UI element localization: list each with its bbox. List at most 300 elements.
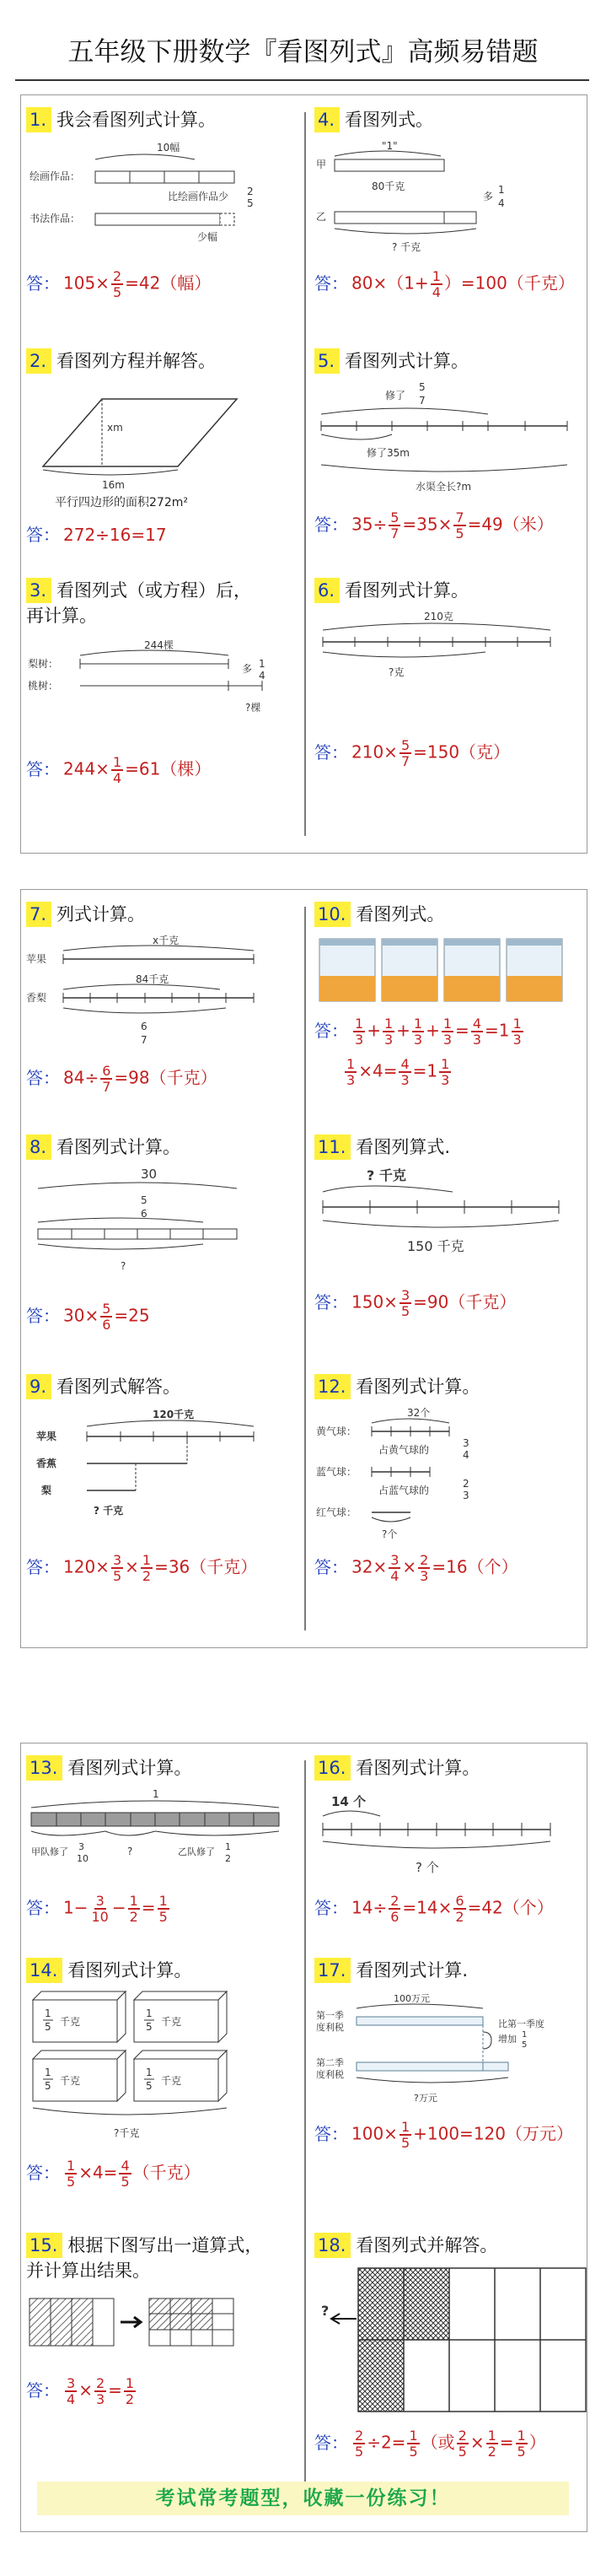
fraction [418, 1553, 430, 1583]
label: 4 [498, 197, 505, 209]
divider [304, 1760, 306, 2514]
answer-label: 答： [314, 1291, 348, 1312]
label: 16m [102, 479, 125, 491]
numerator: 2 [95, 2375, 105, 2391]
answer-text: 105× [63, 272, 110, 294]
question-text: 列式计算。 [56, 904, 146, 924]
label: 120千克 [153, 1409, 195, 1420]
numerator: 2 [458, 2428, 467, 2444]
denominator: 5 [400, 2135, 410, 2151]
answer-text: ）=100（千克） [443, 272, 575, 294]
fraction [431, 269, 442, 299]
numerator: 3 [67, 2375, 76, 2391]
label: 香蕉 [36, 1458, 57, 1469]
answer-label: 答： [26, 272, 60, 294]
fraction [119, 2158, 131, 2189]
question-text: 并计算出结果。 [26, 2261, 150, 2281]
denominator: 2 [142, 1568, 152, 1584]
numerator: 1 [487, 2428, 496, 2444]
numerator: 6 [102, 1063, 111, 1079]
answer-text: × [402, 1556, 417, 1577]
box-1 [33, 1991, 126, 2042]
question-text: 我会看图列式计算。 [56, 110, 217, 130]
label: 14 个 [331, 1794, 367, 1809]
diagram-11 [314, 1167, 582, 1276]
question-text: 看图列式（或方程）后， [56, 580, 252, 601]
diagram-12 [314, 1406, 582, 1541]
label: 5 [522, 2040, 528, 2050]
numerator: 1 [409, 2428, 418, 2444]
fraction [65, 2376, 77, 2406]
problem-13 [26, 1755, 294, 1925]
denominator: 5 [112, 284, 122, 300]
problem-number: 10. [314, 902, 351, 927]
problem-number: 11. [314, 1134, 351, 1160]
problem-number: 9. [26, 1374, 51, 1399]
diagram-14 [26, 1990, 294, 2150]
denominator: 3 [346, 1072, 356, 1088]
box-3 [33, 2051, 126, 2101]
problem-number: 17. [314, 1958, 351, 1983]
label: 3 [78, 1841, 84, 1852]
fraction [486, 2428, 498, 2459]
answer-text: 150× [351, 1291, 398, 1312]
answer-text: 120× [63, 1556, 110, 1577]
question-text: 看图列式并解答。 [356, 2235, 498, 2255]
label: 4 [463, 1449, 469, 1461]
label: 1 [45, 2007, 51, 2019]
fraction [345, 1057, 357, 1087]
numerator: 2 [420, 1552, 429, 1568]
label: 甲队修了 [31, 1846, 68, 1857]
numerator: 6 [455, 1893, 464, 1909]
label: ?棵 [245, 702, 261, 714]
diagram-17 [314, 1990, 582, 2108]
denominator: 3 [442, 1032, 453, 1048]
label: 100万元 [394, 1993, 430, 2004]
denominator: 3 [472, 1032, 481, 1048]
label: 增加 [498, 2034, 517, 2045]
fraction [353, 2428, 365, 2459]
problem-number: 14. [26, 1958, 62, 1983]
denominator: 4 [112, 770, 122, 786]
diagram-9 [26, 1406, 294, 1524]
answer-1 [26, 269, 211, 299]
fraction [453, 510, 465, 541]
numerator: 1 [112, 754, 122, 770]
denominator: 4 [432, 284, 441, 300]
label: 1 [153, 1788, 159, 1800]
label: 香梨 [26, 992, 47, 1004]
label: 6 [141, 1208, 147, 1220]
label: 7 [419, 395, 426, 407]
caption: 平行四边形的面积272m² [55, 496, 188, 509]
numerator: 7 [455, 509, 464, 525]
problem-12 [314, 1374, 582, 1584]
label: 2 [225, 1853, 231, 1864]
label: 1 [522, 2030, 528, 2040]
fraction [383, 1016, 394, 1047]
denominator: 5 [458, 2444, 467, 2460]
numerator: 2 [355, 2428, 364, 2444]
numerator: 3 [112, 1552, 122, 1568]
numerator: 1 [432, 268, 441, 284]
denominator: 3 [441, 1072, 450, 1088]
beaker-2 [382, 939, 437, 1001]
fraction [111, 755, 123, 785]
answer-label: 答： [314, 1897, 348, 1918]
label: 桃树： [28, 680, 59, 692]
question-text: 看图列式计算。 [345, 580, 469, 601]
fraction [94, 2376, 106, 2406]
answer-label: 答： [26, 525, 60, 545]
label: 1 [45, 2067, 51, 2078]
answer-text: 244× [63, 758, 110, 779]
problem-4 [314, 107, 582, 300]
divider [304, 907, 306, 1630]
diagram-15 [26, 2295, 294, 2354]
diagram-18 [314, 2265, 582, 2417]
fraction [389, 510, 400, 541]
label: 1 [146, 2007, 153, 2019]
label: ? [321, 2303, 330, 2319]
denominator: 5 [400, 1303, 410, 1319]
numerator: 1 [346, 1056, 356, 1072]
label: 少幅 [197, 231, 218, 243]
answer-text: =150（克） [413, 741, 511, 763]
numerator: 1 [125, 2375, 135, 2391]
diagram-16 [314, 1787, 582, 1889]
box-2 [134, 1991, 227, 2042]
numerator: 1 [142, 1552, 152, 1568]
diagram-3 [26, 639, 294, 723]
denominator: 7 [400, 753, 410, 769]
label: ?个 [382, 1528, 398, 1540]
fraction [407, 2428, 419, 2459]
answer-13 [26, 1894, 171, 1924]
answer-label: 答： [314, 1556, 348, 1577]
answer-17 [314, 2120, 573, 2150]
label: 多 [483, 191, 494, 202]
denominator: 3 [512, 1032, 522, 1048]
fraction [353, 1016, 365, 1047]
footer-banner: 考试常考题型，收藏一份练习！ [37, 2482, 569, 2515]
denominator: 3 [413, 1032, 423, 1048]
diagram-10 [314, 934, 582, 1010]
label: 5 [247, 197, 254, 209]
answer-text: 210× [351, 741, 398, 763]
label: 2 [247, 186, 254, 197]
numerator: 1 [512, 1016, 522, 1032]
answer-text: 32× [351, 1556, 388, 1577]
numerator: 1 [400, 2119, 410, 2135]
label: 1 [259, 658, 265, 670]
label: 5 [146, 2080, 153, 2092]
answer-text: =16（个） [432, 1556, 518, 1577]
question-text: 看图列式计算。 [67, 1758, 192, 1778]
answer-label: 答： [26, 1897, 60, 1918]
fraction [141, 1553, 153, 1583]
denominator: 4 [390, 1568, 400, 1584]
numerator: 1 [383, 1016, 394, 1032]
label: 第一季 [316, 2010, 344, 2021]
problem-10 [314, 902, 582, 1088]
label: 黄气球： [316, 1425, 357, 1437]
answer-text: =61（棵） [125, 758, 212, 779]
label: 5 [45, 2021, 51, 2033]
label: 10幅 [157, 142, 180, 154]
problem-6 [314, 578, 582, 769]
answer-label: 答： [26, 2162, 60, 2183]
denominator: 2 [455, 1909, 464, 1925]
fraction [65, 2158, 77, 2189]
fraction [457, 2428, 469, 2459]
answer-5 [314, 510, 554, 541]
answer-2 [26, 524, 167, 546]
whole-number: 1 [426, 1060, 438, 1081]
fraction [389, 1553, 400, 1583]
answer-3 [26, 755, 211, 785]
label: 乙队修了 [178, 1846, 215, 1857]
label: 1 [225, 1841, 231, 1852]
diagram-8 [26, 1167, 294, 1276]
label: 多 [242, 663, 253, 675]
label: ?千克 [114, 2127, 140, 2139]
answer-text: 14÷ [351, 1897, 388, 1918]
answer-16 [314, 1894, 554, 1924]
answer-text: +100=120（万元） [413, 2123, 573, 2144]
label: 5 [141, 1194, 147, 1206]
problem-9 [26, 1374, 294, 1584]
numerator: 3 [95, 1893, 105, 1909]
label: 2 [463, 1478, 469, 1490]
numerator: 1 [158, 1893, 168, 1909]
fraction [439, 1057, 451, 1087]
answer-label: 答： [26, 1556, 60, 1577]
label: 4 [259, 670, 265, 682]
answer-text: = [141, 1897, 156, 1918]
fraction [100, 1301, 112, 1332]
answer-text: =98（千克） [114, 1067, 217, 1088]
label: 甲 [316, 159, 327, 170]
beaker-1 [319, 939, 375, 1001]
denominator: 5 [355, 2444, 364, 2460]
numerator: 5 [400, 737, 410, 753]
label: 80千克 [372, 181, 405, 192]
fraction [399, 1057, 410, 1087]
numerator: 1 [442, 1016, 453, 1032]
answer-text: 84÷ [63, 1067, 99, 1088]
fraction [412, 1016, 424, 1047]
card-2 [20, 889, 587, 1648]
answer-11 [314, 1288, 516, 1318]
problem-number: 15. [26, 2233, 62, 2258]
answer-text: − [111, 1897, 126, 1918]
label: 红气球： [316, 1506, 357, 1518]
answer-text: ×4= [78, 2162, 118, 2183]
question-text: 看图列方程并解答。 [56, 351, 217, 371]
label: ?克 [389, 666, 405, 678]
answer-text: 35÷ [351, 514, 388, 535]
denominator: 3 [355, 1032, 364, 1048]
problem-number: 2. [26, 348, 51, 374]
answer-9 [26, 1553, 257, 1583]
answer-text: = [499, 2432, 514, 2453]
problem-number: 18. [314, 2233, 351, 2258]
fraction [400, 1288, 411, 1318]
fraction [111, 1553, 123, 1583]
fraction [100, 1064, 112, 1094]
answer-label: 答： [314, 741, 348, 763]
card-3 [20, 1743, 587, 2532]
numerator: 5 [390, 509, 400, 525]
diagram-4 [314, 139, 582, 266]
label: 绘画作品： [29, 170, 81, 182]
whole-number: 1 [498, 1020, 510, 1041]
question-text: 看图列式计算。 [356, 1377, 480, 1397]
label: 千克 [60, 2016, 81, 2028]
label: 第二季 [316, 2057, 344, 2068]
label: 5 [146, 2021, 153, 2033]
question-text: 根据下图写出一道算式， [67, 2235, 263, 2255]
answer-text: =14× [402, 1897, 453, 1918]
fraction [400, 2120, 411, 2150]
problem-number: 12. [314, 1374, 351, 1399]
answer-label: 答： [314, 272, 348, 294]
problem-number: 1. [26, 107, 51, 132]
numerator: 1 [355, 1016, 364, 1032]
problem-16 [314, 1755, 582, 1925]
label: 10 [77, 1853, 88, 1864]
problem-5 [314, 348, 582, 542]
label: 千克 [161, 2075, 182, 2087]
numerator: 4 [121, 2158, 130, 2174]
denominator: 3 [95, 2391, 105, 2407]
question-text: 看图列式计算。 [56, 1137, 181, 1157]
question-text: 看图列式。 [356, 904, 445, 924]
answer-text: × [78, 2379, 93, 2401]
label: 210克 [424, 611, 453, 622]
label: ? 千克 [367, 1167, 406, 1183]
answer-text: ） [528, 2432, 546, 2453]
fraction [158, 1894, 169, 1924]
answer-text: 272÷16=17 [63, 525, 167, 545]
label: 苹果 [36, 1431, 57, 1442]
box-4 [134, 2051, 227, 2101]
card-1 [20, 94, 587, 854]
label: 7 [141, 1034, 147, 1046]
answer-text: 80×（1+ [351, 272, 429, 294]
answer-12 [314, 1553, 518, 1583]
label: 梨树： [28, 658, 59, 670]
denominator: 6 [102, 1317, 111, 1333]
problem-15 [26, 2233, 294, 2407]
label: 244棵 [144, 639, 174, 651]
problem-number: 4. [314, 107, 340, 132]
label: 5 [419, 381, 426, 393]
answer-4 [314, 269, 575, 299]
fraction [389, 1894, 400, 1924]
label: 书法作品： [29, 213, 81, 224]
answer-label: 答： [314, 2432, 348, 2453]
numerator: 2 [112, 268, 122, 284]
denominator: 5 [158, 1909, 168, 1925]
label: ? [127, 1846, 133, 1857]
label: 1 [146, 2067, 153, 2078]
answer-text: =35× [402, 514, 453, 535]
problem-number: 8. [26, 1134, 51, 1160]
answer-text: =25 [114, 1305, 150, 1326]
beaker-3 [444, 939, 500, 1001]
denominator: 5 [112, 1568, 122, 1584]
answer-10-line2: $\frac{1}{3}$ ×4= $\frac{4}{3}$ =1 $\frac{1}{3}$ [346, 1056, 450, 1088]
numerator: 1 [413, 1016, 423, 1032]
answer-text: 100× [351, 2123, 398, 2144]
answer-text: × [125, 1556, 139, 1577]
multiplier: 4 [372, 1060, 383, 1081]
answer-label: 答： [314, 1020, 348, 1041]
label: 水渠全长?m [416, 481, 472, 493]
numerator: 1 [441, 1056, 450, 1072]
label: x千克 [153, 935, 180, 946]
fraction [128, 1894, 140, 1924]
answer-label: 答： [314, 514, 348, 535]
problem-number: 3. [26, 578, 51, 603]
problem-18 [314, 2233, 582, 2460]
question-text: 再计算。 [26, 606, 97, 626]
answer-15 [26, 2376, 137, 2406]
answer-text: =42（幅） [125, 272, 212, 294]
denominator: 7 [102, 1079, 111, 1095]
answer-text: =90（千克） [413, 1291, 517, 1312]
answer-text: =36（千克） [154, 1556, 258, 1577]
denominator: 5 [409, 2444, 418, 2460]
answer-text: =42（个） [467, 1897, 554, 1918]
answer-text: 1− [63, 1897, 88, 1918]
answer-text: 30× [63, 1305, 99, 1326]
label: ? 千克 [392, 241, 421, 253]
answer-label: 答： [26, 1305, 60, 1326]
answer-text: × [469, 2432, 485, 2453]
problem-7 [26, 902, 294, 1095]
diagram-13 [26, 1787, 294, 1872]
denominator: 2 [487, 2444, 496, 2460]
label: 修了 [385, 390, 406, 401]
label: 1 [498, 184, 505, 196]
problem-number: 13. [26, 1755, 62, 1781]
denominator: 2 [125, 2391, 135, 2407]
label: 梨 [41, 1485, 52, 1496]
fraction [442, 1016, 453, 1047]
denominator: 6 [390, 1909, 400, 1925]
denominator: 10 [91, 1909, 109, 1925]
label: 千克 [161, 2016, 182, 2028]
divider [304, 112, 306, 836]
label: 比绘画作品少 [168, 191, 229, 202]
label: ? 千克 [94, 1505, 124, 1517]
label: ? 个 [416, 1860, 439, 1875]
answer-10-line1: 答： $\frac{1}{3}$ + $\frac{1}{3}$ + $\frac{1}{3}$ + $\frac{1}{3}$ = $\frac{4}{3}$ =1 $\frac{1}{3}$ [314, 1016, 522, 1048]
denominator: 7 [390, 525, 400, 542]
answer-8 [26, 1301, 150, 1332]
denominator: 3 [400, 1072, 410, 1088]
problem-number: 6. [314, 578, 340, 603]
numerator: 3 [390, 1552, 400, 1568]
fraction [516, 2428, 528, 2459]
answer-text: = [108, 2379, 122, 2401]
answer-18 [314, 2428, 546, 2459]
label: 6 [141, 1021, 147, 1032]
